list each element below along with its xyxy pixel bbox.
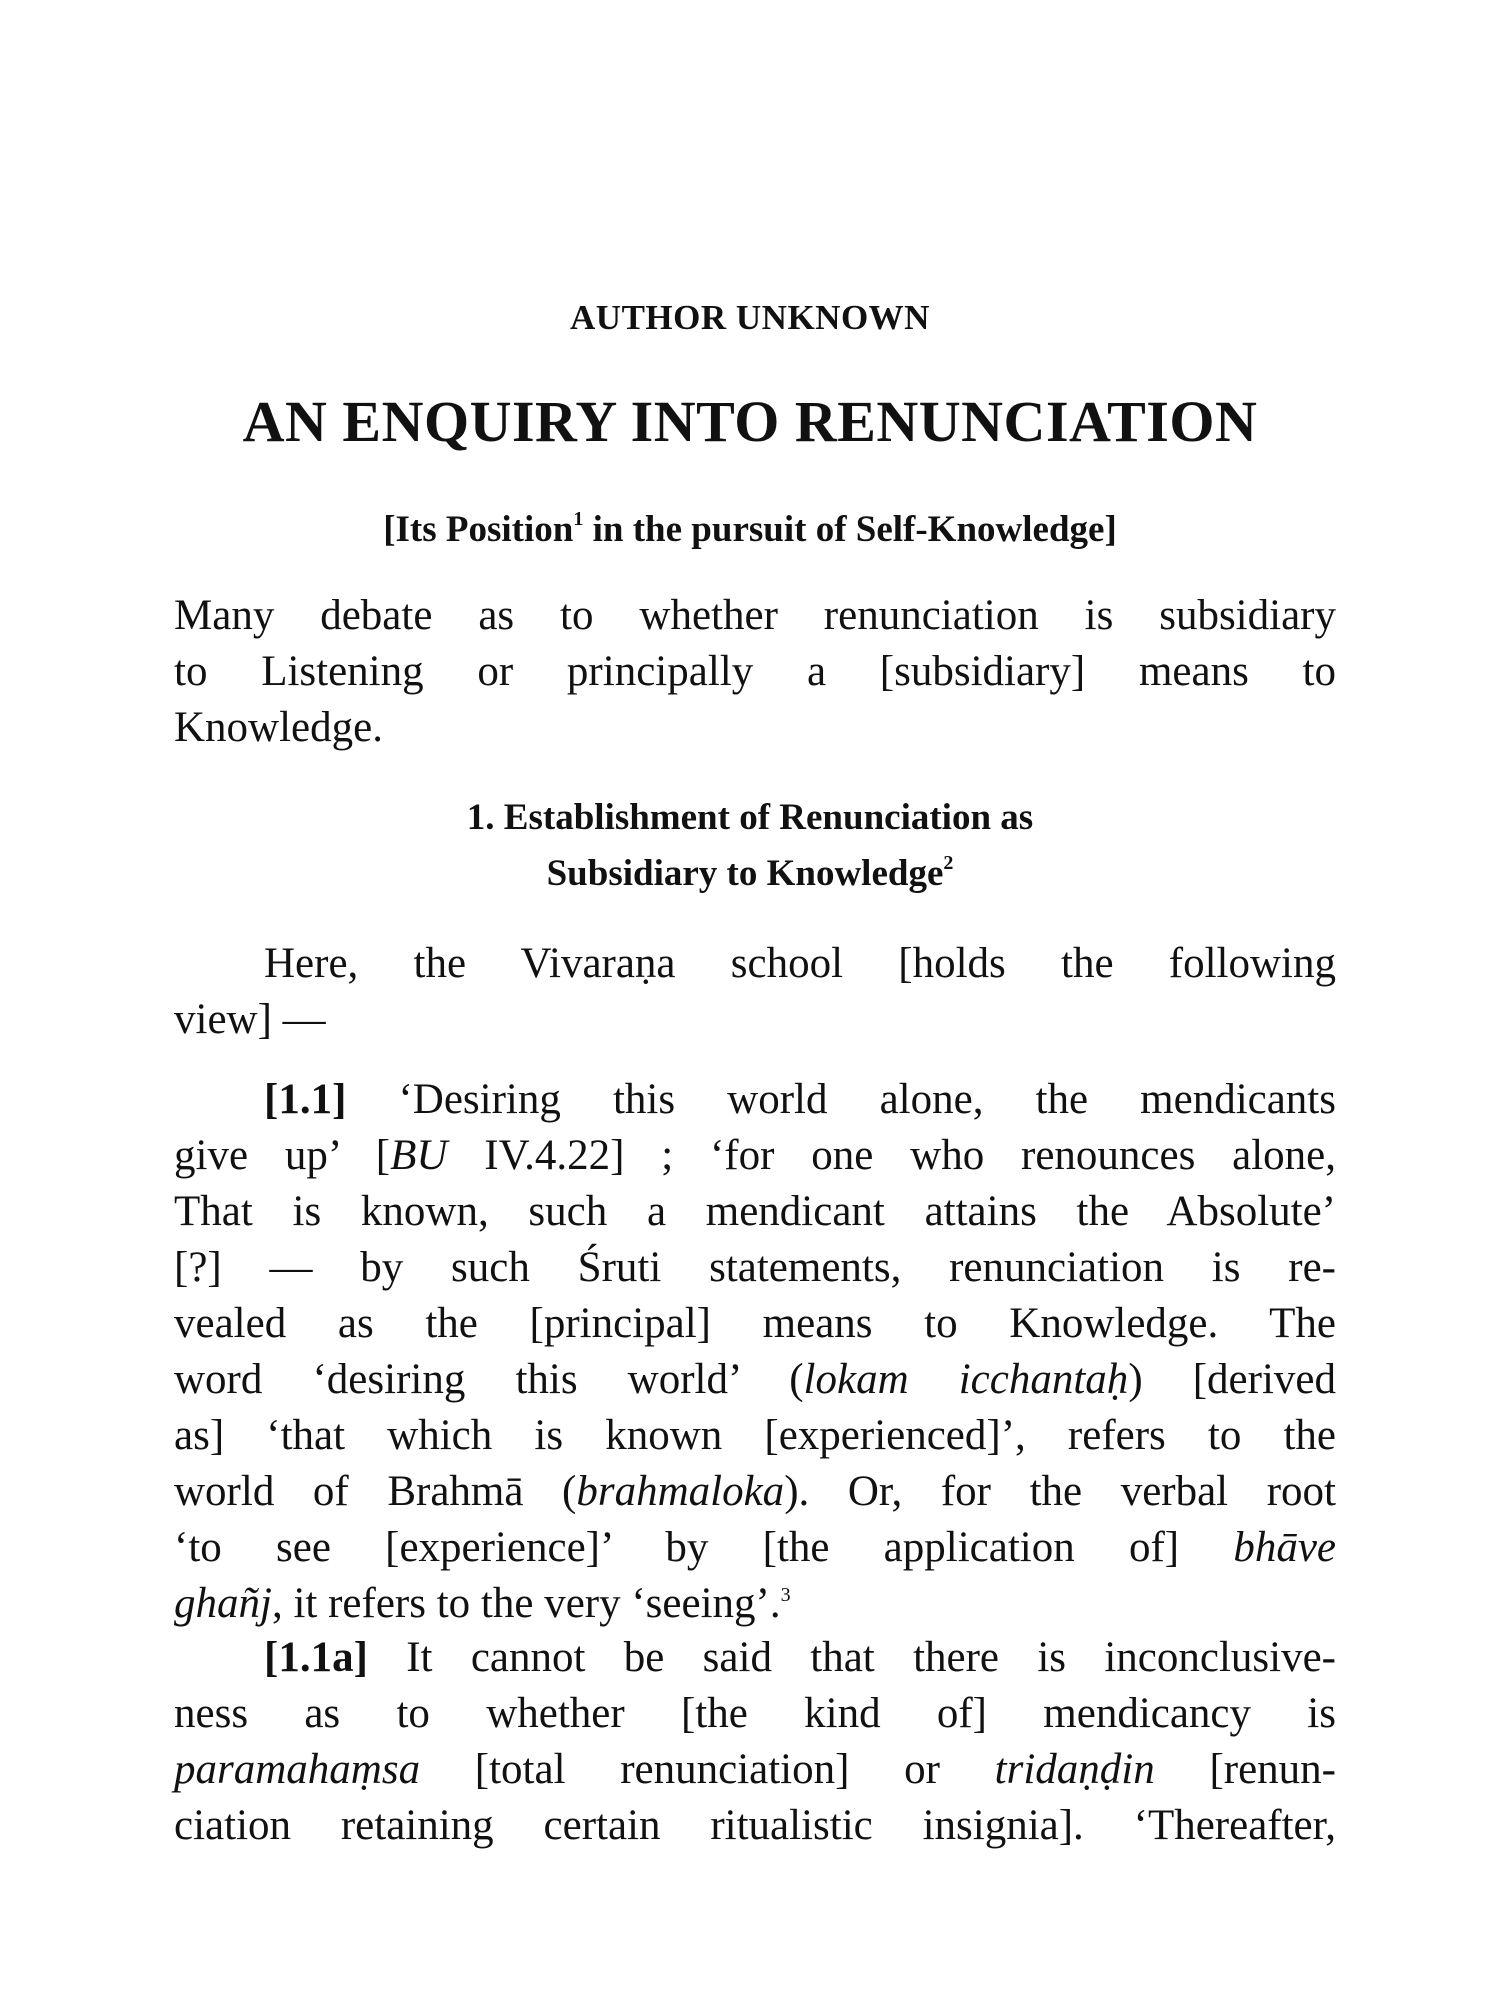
text-line: Here, the Vivaraṇa school [holds the following [264,940,1336,987]
sanskrit-term: paramahaṃsa [174,1746,421,1793]
text-line: ciation retaining certain ritualistic insignia]. ‘Thereafter, [174,1802,1336,1849]
section-heading-line1: 1. Establishment of Renunciation as [466,797,1034,838]
intro-paragraph [174,588,1336,756]
text-line: give up’ [BU IV.4.22] ; ‘for one who renounces alone, [174,1132,1336,1179]
footnote-ref-2: 2 [943,852,954,874]
text-line: ‘to see [experience]’ by [the application of] bhāve [174,1524,1336,1571]
section-heading-text: Subsidiary to Knowledge [546,853,944,894]
text-line: [1.1] ‘Desiring this world alone, the mendicants [264,1076,1336,1123]
text-line: view] — [174,996,326,1043]
sanskrit-term: lokam icchantaḥ [803,1356,1129,1403]
text-line: to Listening or principally a [subsidiary] means to [174,648,1336,695]
section-heading-line2 [0,852,1500,895]
text-line: Knowledge. [174,704,383,751]
citation-bu: BU [390,1132,448,1179]
sanskrit-term: tridaṇḍin [994,1746,1155,1793]
text-line: paramahaṃsa [total renunciation] or tridaṇḍin [renun- [174,1746,1336,1793]
text-line: word ‘desiring this world’ (lokam icchantaḥ) [derived [174,1356,1336,1403]
text-line: Many debate as to whether renunciation is subsidiary [174,592,1336,639]
text-line: [?] — by such Śruti statements, renunciation is re- [174,1244,1336,1291]
paragraph-label: [1.1] [264,1076,347,1123]
text-line: as] ‘that which is known [experienced]’, refers to the [174,1412,1336,1459]
text-line: That is known, such a mendicant attains the Absolute’ [174,1188,1336,1235]
text-line: world of Brahmā (brahmaloka). Or, for the verbal root [174,1468,1336,1515]
text-line: ghañj, it refers to the very ‘seeing’.$^3$ [174,1580,791,1627]
subtitle-open: [Its Position [383,509,574,550]
subtitle-close: in the pursuit of Self-Knowledge] [583,509,1117,550]
text-line: vealed as the [principal] means to Knowledge. The [174,1300,1336,1347]
sanskrit-term: ghañj [174,1580,272,1627]
text-line: [1.1a] It cannot be said that there is inconclusive- [264,1634,1336,1681]
subtitle [0,508,1500,551]
author-line: AUTHOR UNKNOWN [570,298,930,337]
footnote-ref-1: 1 [573,508,584,530]
footnote-ref-3: 3 [780,1584,791,1606]
sanskrit-term: brahmaloka [576,1468,785,1515]
paragraph-1-1a [174,1630,1336,1854]
vivarana-paragraph [174,936,1336,1048]
page-title: AN ENQUIRY INTO RENUNCIATION [242,389,1258,454]
text-line: ness as to whether [the kind of] mendicancy is [174,1690,1336,1737]
sanskrit-term: bhāve [1233,1524,1336,1571]
paragraph-1-1 [174,1072,1336,1632]
paragraph-label: [1.1a] [264,1634,368,1681]
